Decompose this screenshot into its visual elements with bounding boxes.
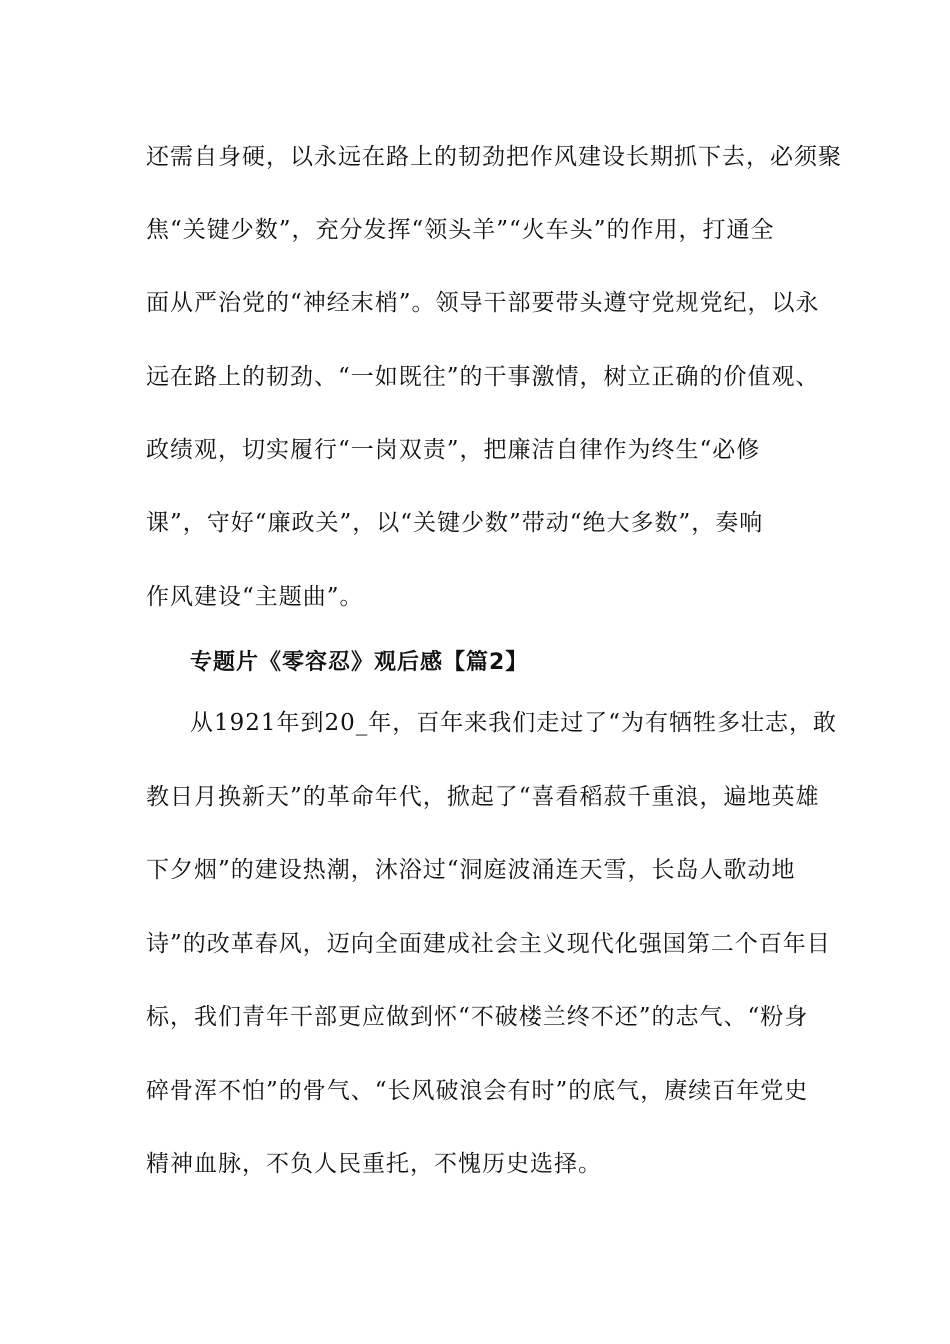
section-heading: 专题片《零容忍》观后感【篇2】 bbox=[190, 650, 529, 675]
paragraph-line: 从1921年到20_年，百年来我们走过了“为有牺牲多壮志，敢 bbox=[190, 710, 838, 736]
paragraph-line: 诗”的改革春风，迈向全面建成社会主义现代化强国第二个百年目 bbox=[146, 931, 831, 957]
paragraph-line: 下夕烟”的建设热潮，沐浴过“洞庭波涌连天雪，长岛人歌动地 bbox=[146, 857, 796, 883]
paragraph-line: 还需自身硬，以永远在路上的韧劲把作风建设长期抓下去，必须聚 bbox=[146, 144, 842, 170]
paragraph-line: 碎骨浑不怕”的骨气、“长风破浪会有时”的底气，赓续百年党史 bbox=[146, 1078, 809, 1104]
paragraph-line: 教日月换新天”的革命年代，掀起了“喜看稻菽千重浪，遍地英雄 bbox=[146, 784, 820, 810]
paragraph-line: 远在路上的韧劲、“一如既往”的干事激情，树立正确的价值观、 bbox=[146, 364, 820, 390]
paragraph-line: 政绩观，切实履行“一岗双责”，把廉洁自律作为终生“必修 bbox=[146, 437, 761, 463]
paragraph-line: 作风建设“主题曲”。 bbox=[146, 584, 364, 610]
paragraph-line: 面从严治党的“神经末梢”。领导干部要带头遵守党规党纪，以永 bbox=[146, 290, 820, 316]
paragraph-line: 课”，守好“廉政关”，以“关键少数”带动“绝大多数”，奏响 bbox=[146, 510, 764, 536]
paragraph-line: 精神血脉，不负人民重托，不愧历史选择。 bbox=[146, 1151, 602, 1177]
paragraph-line: 焦“关键少数”，充分发挥“领头羊”“火车头”的作用，打通全 bbox=[146, 217, 775, 243]
paragraph-line: 标，我们青年干部更应做到怀“不破楼兰终不还”的志气、“粉身 bbox=[146, 1004, 809, 1030]
